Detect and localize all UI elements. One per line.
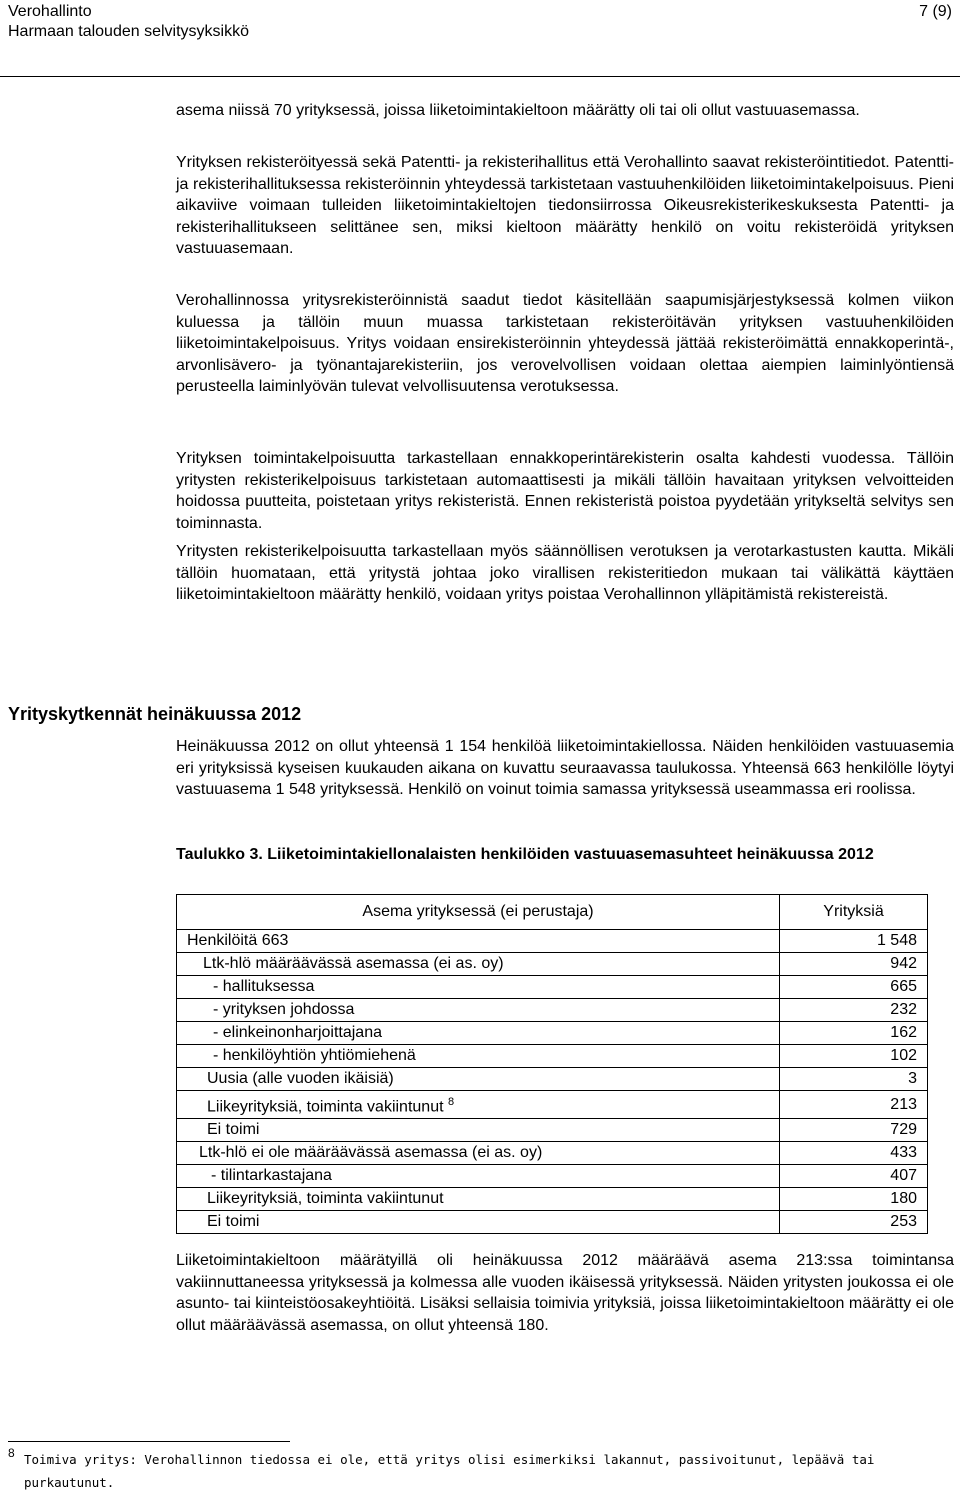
table-row [177, 1119, 928, 1142]
table-caption: Taulukko 3. Liiketoimintakiellonalaisten henkilöiden vastuuasemasuhteet heinäkuussa 2012 [176, 846, 874, 863]
table-cell-value: 433 [780, 1142, 928, 1165]
table-row [177, 976, 928, 999]
table-cell-label [177, 1165, 780, 1188]
table-header-row [177, 895, 928, 930]
row-label: Ltk-hlö määräävässä asemassa (ei as. oy) [203, 955, 504, 972]
table-cell-value: 253 [780, 1211, 928, 1234]
table-cell-label [177, 1142, 780, 1165]
table-cell-value: 232 [780, 999, 928, 1022]
table-cell-label [177, 1188, 780, 1211]
section-intro: Heinäkuussa 2012 on ollut yhteensä 1 154 henkilöä liiketoimintakiellossa. Näiden henkilöiden vastuuasemia eri yrityksissä kyseisen kuukauden aikana on kuvattu seuraavassa taulukossa. Yhteensä 663 henkilölle löytyi vastuuasema 1 548 yrityksessä. Henkilö on voinut toimia samassa yrityksessä useammassa eri roolissa. [176, 738, 954, 799]
row-label: - henkilöyhtiön yhtiömiehenä [213, 1047, 416, 1064]
row-label: - elinkeinonharjoittajana [213, 1024, 382, 1041]
table-cell-label [177, 999, 780, 1022]
row-label: Liikeyrityksiä, toiminta vakiintunut [207, 1190, 444, 1208]
table-header-position: Asema yrityksessä (ei perustaja) [177, 895, 780, 930]
section-heading: Yrityskytkennät heinäkuussa 2012 [8, 704, 302, 724]
table-body [177, 930, 928, 1234]
table-cell-label [177, 1022, 780, 1045]
row-label: Uusia (alle vuoden ikäisiä) [207, 1070, 394, 1087]
table-cell-value: 729 [780, 1119, 928, 1142]
table-row [177, 1165, 928, 1188]
table-row [177, 953, 928, 976]
table-row [177, 1022, 928, 1045]
table-header-companies: Yrityksiä [780, 895, 928, 930]
table-cell-label [177, 1068, 780, 1091]
footnote-rule [8, 1441, 290, 1442]
row-label: Liikeyrityksiä, toiminta vakiintunut [207, 1098, 444, 1116]
row-label: Ei toimi [207, 1121, 260, 1139]
table-cell-value: 180 [780, 1188, 928, 1211]
closing-paragraph: Liiketoimintakieltoon määrätyillä oli heinäkuussa 2012 määräävä asema 213:ssa toimintansa vakiinnuttaneessa yrityksessä ja kolmessa alle vuoden ikäisessä yrityksessä. Näiden yritysten joukossa ei ole asunto- tai kiinteistöosakeyhtiöitä. Lisäksi sellaisia toimivia yrityksiä, joissa liiketoimintakieltoon määrätty ei ole ollut määräävässä asemassa, on ollut yhteensä 180. [176, 1252, 954, 1334]
row-label: - tilintarkastajana [211, 1167, 332, 1185]
table-cell-value: 213 [780, 1091, 928, 1119]
table-cell-value: 407 [780, 1165, 928, 1188]
table-row [177, 1188, 928, 1211]
table-row [177, 1142, 928, 1165]
header-unit: Harmaan talouden selvitysyksikkö [8, 23, 249, 40]
table-cell-value: 942 [780, 953, 928, 976]
footnote-reference: 8 [448, 1096, 455, 1108]
paragraph-1: asema niissä 70 yrityksessä, joissa liiketoimintakieltoon määrätty oli tai oli ollut vastuuasemassa. [176, 102, 860, 119]
header-rule [0, 76, 960, 77]
paragraph-4: Yrityksen toimintakelpoisuutta tarkastellaan ennakkoperintärekisterin osalta kahdesti vuodessa. Tällöin yritysten rekisterikelpoisuus tarkistetaan automaattisesti ja mikäli tällöin havaitaan yrityksen velvoitteiden hoidossa puutteita, poistetaan yritys rekisteristä. Ennen rekisteristä poistoa pyydetään yritykseltä selvitys sen toiminnasta. [176, 450, 954, 532]
paragraph-5: Yritysten rekisterikelpoisuutta tarkastellaan myös säännöllisen verotuksen ja verotarkastusten kautta. Mikäli tällöin huomataan, että yritystä johtaa joko virallisen rekisteritiedon mukaan tai välikättä käyttäen liiketoimintakieltoon määrätty henkilö, voidaan yritys poistaa Verohallinnon ylläpitämistä rekistereistä. [176, 543, 954, 604]
header-org: Verohallinto [8, 3, 92, 20]
table-cell-label [177, 976, 780, 999]
table-cell-label [177, 1045, 780, 1068]
table-cell-value: 665 [780, 976, 928, 999]
table-cell-label [177, 1119, 780, 1142]
row-label: - hallituksessa [213, 978, 315, 995]
footnote-text: Toimiva yritys: Verohallinnon tiedossa ei ole, että yritys olisi esimerkiksi lakannut, passivoitunut, lepäävä tai purkautunut. [24, 1452, 875, 1490]
row-label: Ltk-hlö ei ole määräävässä asemassa (ei as. oy) [199, 1144, 543, 1162]
row-label: Henkilöitä 663 [187, 932, 289, 949]
table-cell-value: 102 [780, 1045, 928, 1068]
table-cell-value: 1 548 [780, 930, 928, 953]
table-row [177, 1045, 928, 1068]
table-cell-value: 3 [780, 1068, 928, 1091]
paragraph-3: Verohallinnossa yritysrekisteröinnistä saadut tiedot käsitellään saapumisjärjestyksessä kolmen viikon kuluessa ja tällöin muun muassa tarkistetaan rekisteröitävän yrityksen vastuuhenkilöiden liiketoimintakelpoisuus. Yritys voidaan ensirekisteröinnin yhteydessä jättää rekisteröimättä ennakkoperintä-, arvonlisävero- ja työnantajarekisteriin, jos verovelvollisen voidaan olettaa aiempien laiminlyöntiensä perusteella laiminlyövän tulevat velvollisuutensa verotuksessa. [176, 292, 954, 396]
table-cell-label [177, 930, 780, 953]
footnote-mark: 8 [8, 1446, 15, 1460]
table-cell-value: 162 [780, 1022, 928, 1045]
row-label: - yrityksen johdossa [213, 1001, 355, 1018]
table-row [177, 1068, 928, 1091]
table-row [177, 930, 928, 953]
table-row [177, 999, 928, 1022]
row-label: Ei toimi [207, 1213, 260, 1231]
header-page-number: 7 (9) [919, 3, 952, 20]
position-table [176, 894, 928, 1234]
table-cell-label [177, 1091, 780, 1119]
table-row [177, 1211, 928, 1234]
footnote [8, 1448, 952, 1494]
table-cell-label [177, 1211, 780, 1234]
table-cell-label [177, 953, 780, 976]
table-row [177, 1091, 928, 1119]
paragraph-2: Yrityksen rekisteröityessä sekä Patentti- ja rekisterihallitus että Verohallinto saavat rekisteröintitiedot. Patentti- ja rekisterihallituksessa rekisteröinnin yhteydessä tarkistetaan vastuuhenkilöiden liiketoimintakelpoisuus. Pieni aikaviive voimaan tulleiden liiketoimintakieltojen tiedonsiirrossa Oikeusrekisterikeskuksesta Patentti- ja rekisterihallitukseen selittänee sen, miksi kieltoon määrätty henkilö on voitu rekisteröidä yrityksen vastuuasemaan. [176, 154, 954, 258]
page-header [8, 2, 952, 42]
